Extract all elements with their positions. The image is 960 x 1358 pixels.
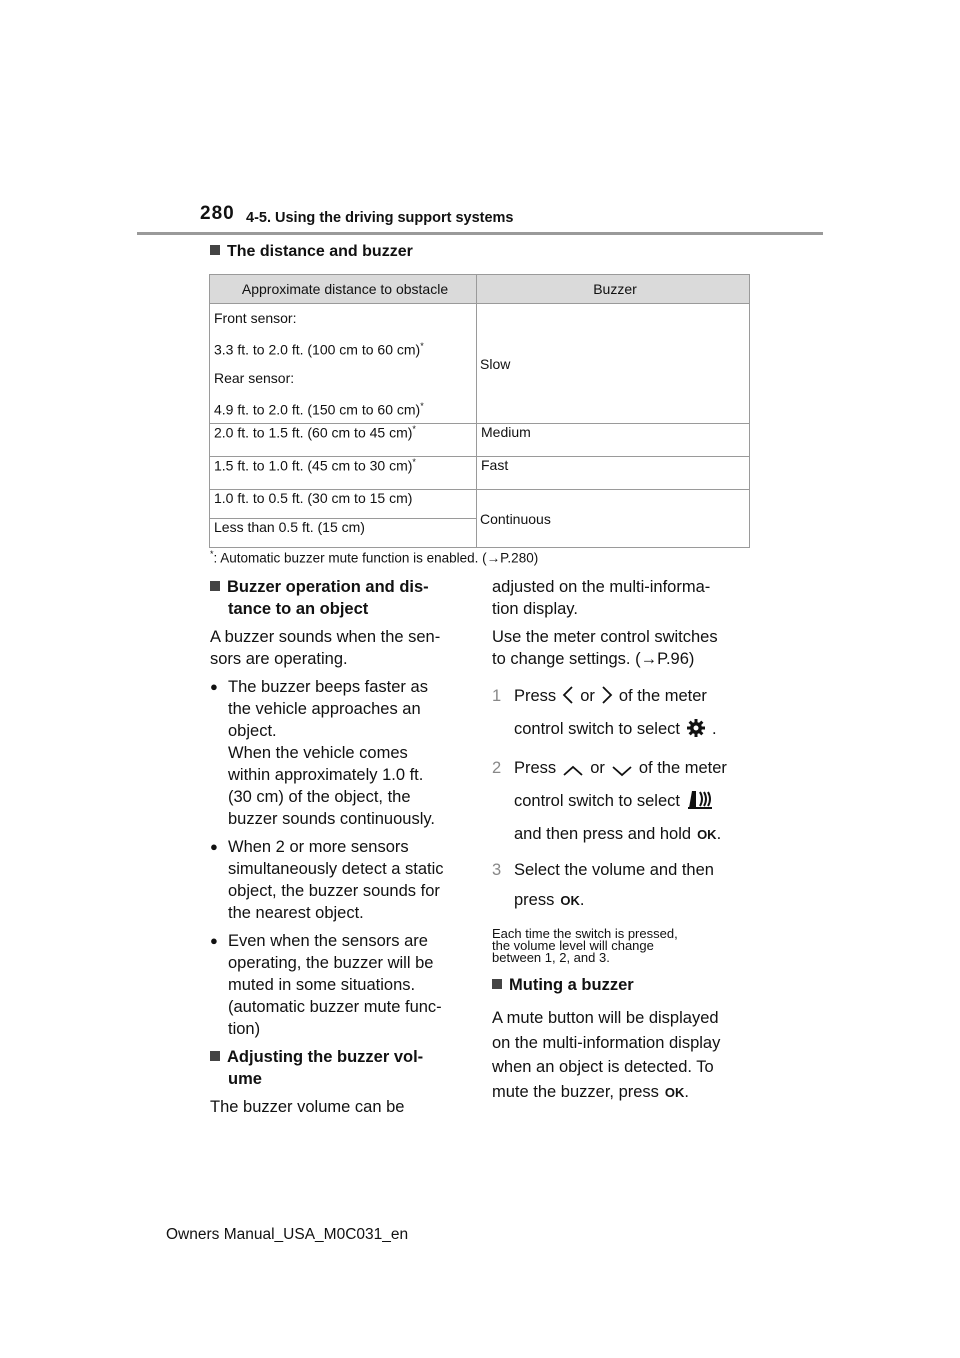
heading-buzzer-operation: Buzzer operation and dis- tance to an object bbox=[210, 576, 475, 620]
heading-adjust-volume: Adjusting the buzzer vol- ume bbox=[210, 1046, 475, 1090]
ok-icon: OK bbox=[697, 827, 717, 842]
section-title: 4-5. Using the driving support systems bbox=[246, 210, 514, 226]
square-bullet-icon bbox=[210, 245, 220, 255]
chevron-down-icon bbox=[611, 765, 633, 777]
square-bullet-icon bbox=[210, 581, 220, 591]
footer-manual-id: Owners Manual_USA_M0C031_en bbox=[166, 1226, 409, 1243]
table-header-buzzer: Buzzer bbox=[477, 275, 750, 304]
right-column: adjusted on the multi-informa- tion display. Use the meter control switches to change settings. (→P.96) 1 Press or of the meter control switch to select . 2 Press or of the meter control switch to select and then press and hold OK. 3 Select the volume and then press OK. Each time the switch is pressed, the volume level will change between 1, 2, and 3. Muting a buzzer A mute button will be displayed on the multi-information display when an object is detected. To mute the buzzer, press OK. bbox=[492, 576, 752, 1105]
distance-table bbox=[209, 274, 750, 548]
step-3: 3 Select the volume and then press OK. bbox=[492, 861, 714, 909]
square-bullet-icon bbox=[492, 979, 502, 989]
list-item: ● Even when the sensors are operating, the buzzer will be muted in some situations. (automatic buzzer mute func- tion) bbox=[210, 930, 475, 1040]
gear-icon bbox=[686, 718, 706, 738]
step-2: 2 Press or of the meter control switch to select and then press and hold OK. bbox=[492, 759, 727, 843]
list-item: ● The buzzer beeps faster as the vehicle approaches an object. When the vehicle comes within approximately 1.0 ft. (30 cm) of the object, the buzzer sounds continuously. bbox=[210, 676, 475, 830]
table-row: 2.0 ft. to 1.5 ft. (60 cm to 45 cm)* Medium bbox=[210, 424, 750, 457]
distance-heading: The distance and buzzer bbox=[210, 243, 413, 261]
left-column: Buzzer operation and dis- tance to an object A buzzer sounds when the sen- sors are operating. ● The buzzer beeps faster as the vehicle approaches an object. When the vehicle comes within approximately 1.0 ft. (30 cm) of the object, the buzzer sounds continuously. ● When 2 or more sensors simultaneously detect a static object, the buzzer sounds for the nearest object. ● Even when the sensors are operating, the buzzer will be muted in some situations. (automatic buzzer mute func- tion) Adjusting the buzzer vol- ume The buzzer volume can be bbox=[210, 576, 475, 1118]
parking-sensor-icon bbox=[686, 788, 714, 810]
table-row: Less than 0.5 ft. (15 cm) bbox=[210, 519, 750, 548]
header-rule bbox=[137, 232, 823, 235]
chevron-left-icon bbox=[562, 685, 574, 705]
chevron-up-icon bbox=[562, 765, 584, 777]
square-bullet-icon bbox=[210, 1051, 220, 1061]
table-header-distance: Approximate distance to obstacle bbox=[210, 275, 477, 304]
table-row: Front sensor: 3.3 ft. to 2.0 ft. (100 cm to 60 cm)* Rear sensor: 4.9 ft. to 2.0 ft. (150 cm to 60 cm)* Slow bbox=[210, 304, 750, 424]
ok-icon: OK bbox=[560, 893, 580, 908]
table-row: 1.5 ft. to 1.0 ft. (45 cm to 30 cm)* Fast bbox=[210, 457, 750, 490]
volume-note: Each time the switch is pressed, the volume level will change between 1, 2, and 3. bbox=[492, 926, 678, 965]
table-row: 1.0 ft. to 0.5 ft. (30 cm to 15 cm) Continuous bbox=[210, 490, 750, 519]
page-number: 280 bbox=[200, 203, 235, 224]
ok-icon: OK bbox=[664, 1084, 685, 1100]
list-item: ● When 2 or more sensors simultaneously detect a static object, the buzzer sounds for the nearest object. bbox=[210, 836, 475, 924]
heading-muting: Muting a buzzer bbox=[492, 974, 752, 996]
table-footnote: *: Automatic buzzer mute function is enabled. (→P.280) bbox=[210, 549, 539, 566]
step-1: 1 Press or of the meter control switch to select . bbox=[492, 687, 717, 738]
chevron-right-icon bbox=[601, 685, 613, 705]
